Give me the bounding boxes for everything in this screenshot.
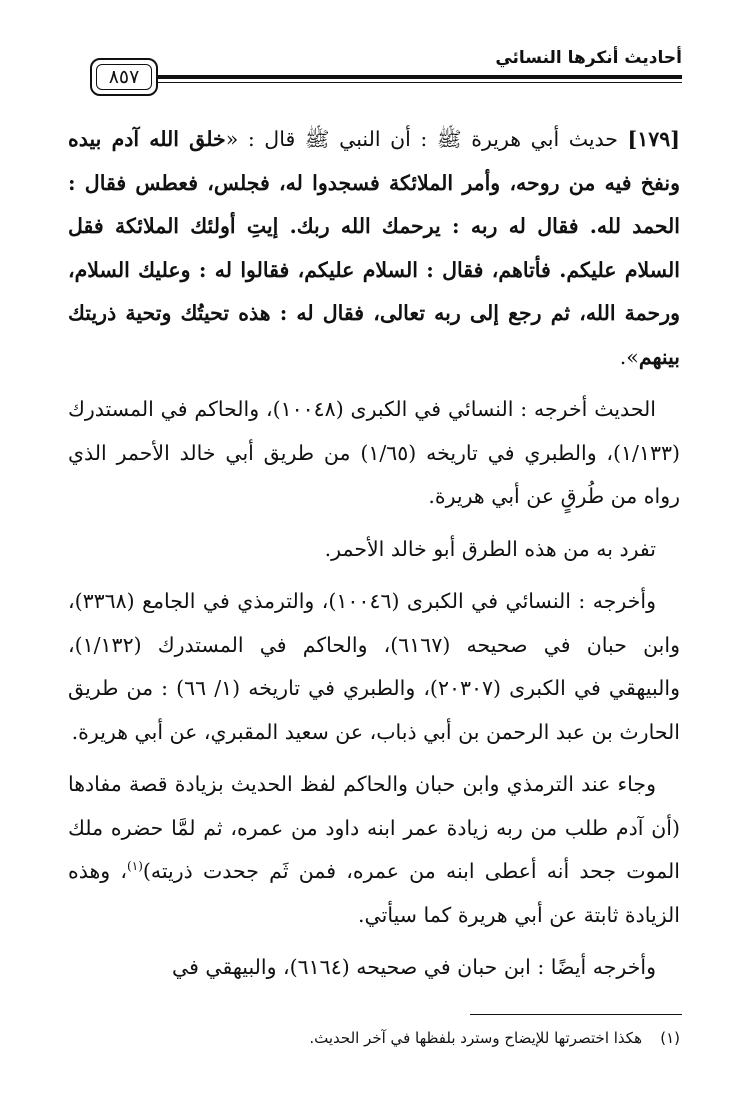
page-header xyxy=(70,40,682,100)
footnote-number: (١) xyxy=(660,1029,680,1047)
footnote-ref: (١) xyxy=(127,859,143,874)
hadith-number: [١٧٩] xyxy=(627,127,680,151)
hadith-paragraph xyxy=(68,118,680,379)
page-body xyxy=(68,118,680,999)
last-paragraph: وأخرجه أيضًا : ابن حبان في صحيحه (٦١٦٤)، والبيهقي في xyxy=(172,955,656,979)
addition-rest: ، وهذه الزيادة ثابتة عن أبي هريرة كما سيأتي. xyxy=(68,859,680,927)
hadith-text: خلق الله آدم بيده ونفخ فيه من روحه، وأمر الملائكة فسجدوا له، فجلس، فعطس فقال : الحمد لله. فقال له ربه : يرحمك الله ربك. إيتِ أولئك الملائكة فقل السلام عليكم. فأتاهم، فقال : السلام عليكم، فقالوا له : وعليك السلام، ورحمة الله، ثم رجع إلى ربه تعالى، فقال له : هذه تحيتُك وتحية ذريتك بينهم xyxy=(68,127,680,369)
addition-paragraph xyxy=(68,763,680,937)
header-rule-thick xyxy=(158,75,682,79)
footnote-separator xyxy=(470,1014,682,1015)
takhrij-paragraph: الحديث أخرجه : النسائي في الكبرى (١٠٠٤٨)، والحاكم في المستدرك (١/١٣٣)، والطبري في تاريخه (١/٦٥) من طريق أبي خالد الأحمر الذي رواه من طُرقٍ عن أبي هريرة. xyxy=(68,397,680,508)
takhrij-paragraph-2: وأخرجه : النسائي في الكبرى (١٠٠٤٦)، والترمذي في الجامع (٣٣٦٨)، وابن حبان في صحيحه (٦١٦٧)، والحاكم في المستدرك (١/١٣٢)، والبيهقي في الكبرى (٢٠٣٠٧)، والطبري في تاريخه (١/ ٦٦) : من طريق الحارث بن عبد الرحمن بن أبي ذباب، عن سعيد المقبري، عن أبي هريرة. xyxy=(68,589,681,744)
page-number: ٨٥٧ xyxy=(96,64,152,90)
footnote-text: هكذا اختصرتها للإيضاح وسترد بلفظها في آخر الحديث. xyxy=(309,1029,642,1047)
footnote xyxy=(68,1026,680,1050)
addition-text: وجاء عند الترمذي وابن حبان والحاكم لفظ الحديث بزيادة قصة مفادها (أن آدم طلب من ربه زيادة عمر ابنه داود من عمره، ثم لمَّا حضره ملك الموت جحد أنه أعطى ابنه من عمره، فمن ثَم جحدت ذريته) xyxy=(68,772,680,883)
hadith-intro: حديث أبي هريرة ﷺ : أن النبي ﷺ قال : « xyxy=(225,127,628,151)
running-title: أحاديث أنكرها النسائي xyxy=(495,48,682,68)
tafarrud-paragraph: تفرد به من هذه الطرق أبو خالد الأحمر. xyxy=(324,536,656,561)
header-rule-thin xyxy=(158,82,682,83)
hadith-close: ». xyxy=(619,344,639,369)
page-number-frame xyxy=(90,58,158,96)
